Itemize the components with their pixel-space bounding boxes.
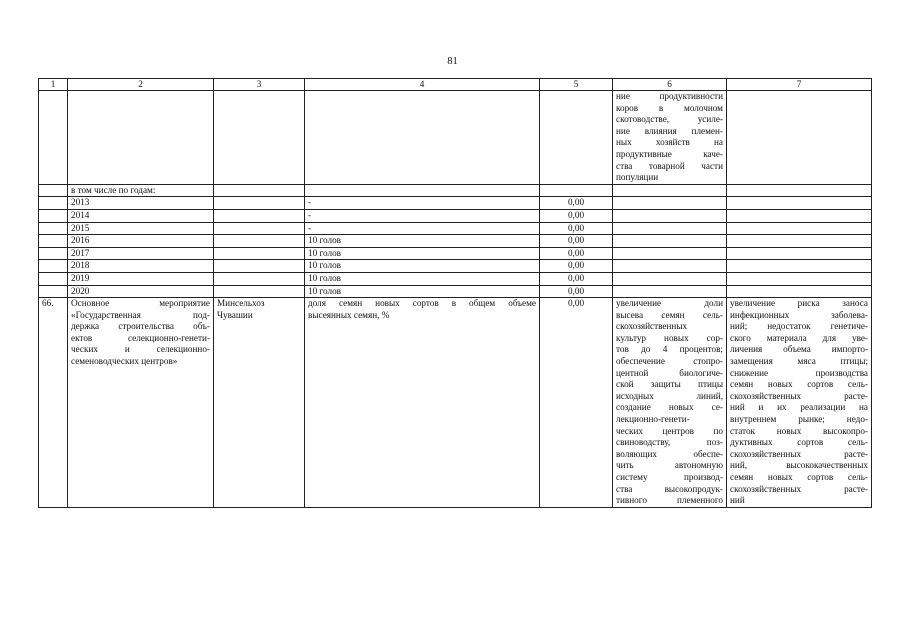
empty-cell [39, 285, 68, 298]
empty-cell [214, 222, 305, 235]
empty-cell [727, 222, 872, 235]
empty-cell [727, 272, 872, 285]
year-indicator-cell: 10 голов [305, 285, 540, 298]
year-row [39, 222, 872, 235]
empty-cell [727, 197, 872, 210]
indicator-cell: доля семян новых сортов в общем объеме высеянных семян, % [305, 298, 540, 508]
year-value-cell: 0,00 [540, 260, 613, 273]
empty-cell [214, 235, 305, 248]
year-indicator-cell: 10 голов [305, 247, 540, 260]
year-indicator-cell: - [305, 197, 540, 210]
years-body [39, 197, 872, 298]
year-indicator-cell: 10 голов [305, 235, 540, 248]
year-indicator-cell: 10 голов [305, 260, 540, 273]
year-row [39, 272, 872, 285]
program-table [38, 78, 872, 508]
year-value-cell: 0,00 [540, 247, 613, 260]
year-value-cell: 0,00 [540, 209, 613, 222]
empty-cell [214, 247, 305, 260]
year-cell: 2014 [68, 209, 214, 222]
empty-cell [214, 209, 305, 222]
risk-cell: увеличение риска заноса инфекционных заболева- ний; недостаток генетиче- ского материала для уве- личения объема импорто- замещения мяса птицы; снижение производства семян новых сортов сель- скохозяйственных расте- ний и их реализации на внутреннем рынке; недо- статок новых высокопро- дуктивных сортов сель- скохозяйственных расте- ний, высококачественных семян новых сортов сель- скохозяйственных расте- ний [727, 298, 872, 508]
year-value-cell: 0,00 [540, 235, 613, 248]
col-num-2: 2 [68, 79, 214, 91]
continuation-row [39, 91, 872, 185]
empty-cell [214, 260, 305, 273]
year-row [39, 285, 872, 298]
year-value-cell: 0,00 [540, 272, 613, 285]
empty-cell [214, 197, 305, 210]
by-years-label: в том числе по годам: [68, 184, 214, 197]
year-value-cell: 0,00 [540, 197, 613, 210]
year-row [39, 197, 872, 210]
year-cell: 2016 [68, 235, 214, 248]
empty-cell [613, 272, 727, 285]
page-number: 81 [447, 56, 458, 67]
year-cell: 2019 [68, 272, 214, 285]
row-number: 66. [39, 298, 68, 508]
year-value-cell: 0,00 [540, 222, 613, 235]
year-cell: 2013 [68, 197, 214, 210]
result-cell: увеличение доли высева семян сель- скохозяйственных культур новых сор- тов до 4 процентов; обеспечение стопро- центной биологиче- ской защиты птицы исходных линий, создание новых се- лекционно-генети- ческих центров по свиноводству, поз- воляющих обеспе- чить автономную систему производ- ства высокопродук- тивного племенного [613, 298, 727, 508]
empty-cell [613, 209, 727, 222]
empty-cell [39, 222, 68, 235]
col-num-5: 5 [540, 79, 613, 91]
empty-cell [39, 260, 68, 273]
empty-cell [613, 247, 727, 260]
empty-cell [39, 209, 68, 222]
value-cell: 0,00 [540, 298, 613, 508]
year-row [39, 235, 872, 248]
empty-cell [613, 285, 727, 298]
empty-cell [613, 222, 727, 235]
empty-cell [613, 260, 727, 273]
empty-cell [727, 285, 872, 298]
year-cell: 2018 [68, 260, 214, 273]
col-num-1: 1 [39, 79, 68, 91]
year-indicator-cell: - [305, 209, 540, 222]
empty-cell [214, 285, 305, 298]
year-row [39, 247, 872, 260]
year-indicator-cell: - [305, 222, 540, 235]
column-number-row [39, 79, 872, 91]
row-66 [39, 298, 872, 508]
year-row [39, 209, 872, 222]
empty-cell [727, 209, 872, 222]
year-row [39, 260, 872, 273]
empty-cell [39, 197, 68, 210]
by-years-row [39, 184, 872, 197]
empty-cell [727, 247, 872, 260]
empty-cell [39, 247, 68, 260]
year-cell: 2020 [68, 285, 214, 298]
year-indicator-cell: 10 голов [305, 272, 540, 285]
year-cell: 2015 [68, 222, 214, 235]
empty-cell [214, 272, 305, 285]
year-value-cell: 0,00 [540, 285, 613, 298]
col-num-6: 6 [613, 79, 727, 91]
col-num-3: 3 [214, 79, 305, 91]
col-num-4: 4 [305, 79, 540, 91]
empty-cell [727, 235, 872, 248]
continued-result-cell: ние продуктивности коров в молочном скотоводстве, усиле- ние влияния племен- ных хозяйств на продуктивные каче- ства товарной части популяции [613, 91, 727, 185]
empty-cell [39, 235, 68, 248]
empty-cell [613, 197, 727, 210]
col-num-7: 7 [727, 79, 872, 91]
year-cell: 2017 [68, 247, 214, 260]
empty-cell [613, 235, 727, 248]
empty-cell [727, 260, 872, 273]
executor-cell: Минсельхоз Чувашии [214, 298, 305, 508]
empty-cell [39, 272, 68, 285]
event-name-cell: Основное мероприятие «Государственная под- держка строительства объ- ектов селекционно-генети- ческих и селекционно- семеноводческих центров» [68, 298, 214, 508]
